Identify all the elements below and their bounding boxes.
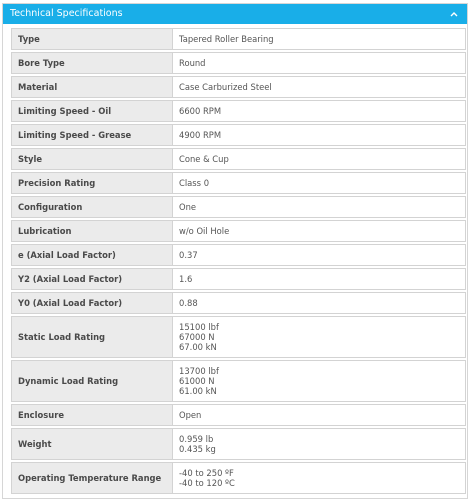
spec-row [11, 292, 466, 314]
spec-value [172, 268, 466, 290]
spec-value [172, 404, 466, 426]
spec-value [172, 292, 466, 314]
chevron-up-icon[interactable] [448, 4, 460, 24]
spec-row [11, 462, 466, 494]
spec-label: Static Load Rating [11, 316, 172, 358]
spec-label: Enclosure [11, 404, 172, 426]
technical-specifications-panel [2, 3, 468, 499]
spec-row [11, 220, 466, 242]
spec-value-line: -40 to 120 ºC [179, 478, 235, 488]
panel-title: Technical Specifications [10, 8, 123, 19]
spec-value-line: 1.6 [179, 273, 193, 284]
spec-row [11, 196, 466, 218]
spec-value-line: 0.88 [179, 297, 198, 308]
spec-value-line: 67.00 kN [179, 342, 217, 353]
spec-label: Precision Rating [11, 172, 172, 194]
specs-table [11, 26, 466, 496]
spec-value [172, 124, 466, 146]
spec-value-line: 13700 lbf [179, 365, 219, 376]
spec-row [11, 360, 466, 402]
spec-label: Dynamic Load Rating [11, 360, 172, 402]
spec-value-line: 6600 RPM [179, 105, 222, 116]
spec-row [11, 76, 466, 98]
spec-value [172, 462, 466, 494]
spec-row [11, 316, 466, 358]
spec-value-line: 0.37 [179, 249, 198, 260]
panel-header[interactable] [3, 4, 467, 24]
spec-value-line: One [179, 201, 197, 212]
spec-value-line: 67000 N [179, 331, 215, 342]
spec-value-line: Case Carburized Steel [179, 81, 272, 92]
spec-label: Lubrication [11, 220, 172, 242]
spec-row [11, 100, 466, 122]
spec-value [172, 220, 466, 242]
spec-value-line: Class 0 [179, 177, 210, 188]
spec-row [11, 148, 466, 170]
spec-value-line: -40 to 250 ºF [179, 467, 234, 478]
spec-value-line: 61.00 kN [179, 386, 217, 397]
spec-row [11, 172, 466, 194]
spec-label: Limiting Speed - Oil [11, 100, 172, 122]
spec-label: Operating Temperature Range [11, 462, 172, 494]
spec-value-line: 0.959 lb [179, 433, 214, 444]
spec-row [11, 52, 466, 74]
spec-value-line: 4900 RPM [179, 129, 222, 140]
spec-label: Y2 (Axial Load Factor) [11, 268, 172, 290]
spec-value [172, 316, 466, 358]
spec-value-line: w/o Oil Hole [179, 225, 230, 236]
spec-value-line: Round [179, 57, 206, 68]
spec-value-line: 15100 lbf [179, 321, 219, 332]
spec-value-line: Open [179, 409, 202, 420]
spec-row [11, 268, 466, 290]
spec-value [172, 172, 466, 194]
spec-label: e (Axial Load Factor) [11, 244, 172, 266]
spec-value-line: Tapered Roller Bearing [179, 33, 274, 44]
spec-row [11, 28, 466, 50]
spec-value [172, 244, 466, 266]
spec-value [172, 76, 466, 98]
spec-value [172, 148, 466, 170]
spec-value [172, 28, 466, 50]
spec-row [11, 428, 466, 460]
spec-value [172, 428, 466, 460]
spec-row [11, 404, 466, 426]
spec-value [172, 360, 466, 402]
spec-value [172, 52, 466, 74]
spec-label: Type [11, 28, 172, 50]
spec-row [11, 244, 466, 266]
spec-value-line: 0.435 kg [179, 444, 216, 454]
spec-value-line: 61000 N [179, 375, 215, 386]
spec-label: Bore Type [11, 52, 172, 74]
spec-label: Y0 (Axial Load Factor) [11, 292, 172, 314]
spec-label: Limiting Speed - Grease [11, 124, 172, 146]
spec-value-line: Cone & Cup [179, 153, 229, 164]
spec-value [172, 100, 466, 122]
spec-label: Material [11, 76, 172, 98]
spec-label: Configuration [11, 196, 172, 218]
spec-label: Weight [11, 428, 172, 460]
spec-value [172, 196, 466, 218]
spec-label: Style [11, 148, 172, 170]
spec-row [11, 124, 466, 146]
